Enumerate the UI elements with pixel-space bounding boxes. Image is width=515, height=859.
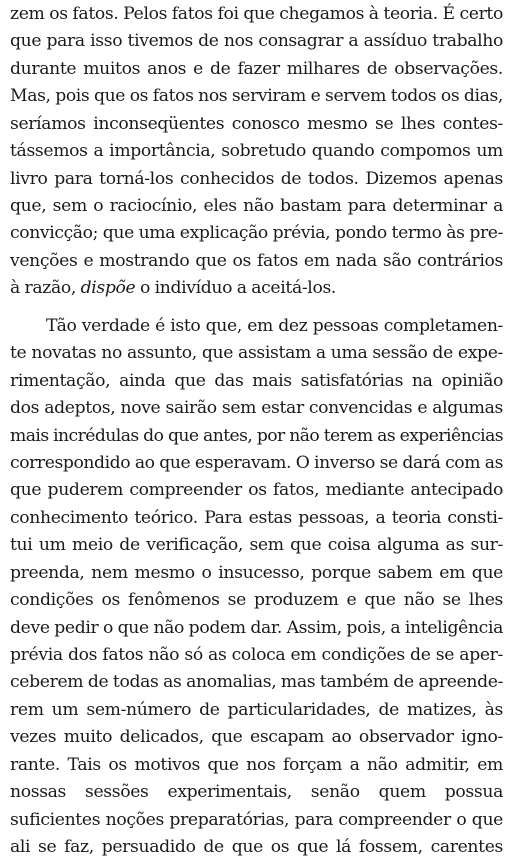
text-line: correspondido ao que esperavam. O inverso se dará com as xyxy=(10,452,503,473)
text-line: Mas, pois que os fatos nos serviram e servem todos os dias, xyxy=(10,86,503,107)
text-line: venções e mostrando que os fatos em nada são contrários xyxy=(10,250,503,271)
text-line: seríamos inconseqüentes conosco mesmo se lhes contes- xyxy=(10,113,503,134)
text-line: que puderem compreender os fatos, mediante antecipado xyxy=(10,480,503,501)
text-line: livro para torná-los conhecidos de todos. Dizemos apenas xyxy=(10,168,503,189)
text-line: conhecimento teórico. Para estas pessoas, a teoria consti- xyxy=(10,507,503,528)
text-line: nossas sessões experimentais, senão quem possua xyxy=(10,782,503,803)
italic-word: dispõe xyxy=(80,278,136,299)
text-line: condições os fenômenos se produzem e que não se lhes xyxy=(10,590,503,611)
text-line: ali se faz, persuadido de que os que lá fossem, carentes xyxy=(10,837,503,857)
text-line: rem um sem-número de particularidades, de matizes, às xyxy=(10,699,503,720)
text-line: tássemos a importância, sobretudo quando compomos um xyxy=(10,141,503,162)
text-line: preenda, nem mesmo o insucesso, porque sabem em que xyxy=(10,562,503,583)
text-line: convicção; que uma explicação prévia, pondo termo às pre- xyxy=(10,223,503,244)
text-line: rimentação, ainda que das mais satisfatórias na opinião xyxy=(10,370,503,391)
text-line: mais incrédulas do que antes, por não terem as experiências xyxy=(10,425,503,446)
text-line: vezes muito delicados, que escapam ao observador igno- xyxy=(10,727,503,748)
text-line: rante. Tais os motivos que nos forçam a não admitir, em xyxy=(10,754,503,775)
text-line: suficientes noções preparatórias, para compreender o que xyxy=(10,809,503,830)
text-segment: à razão, xyxy=(10,278,81,299)
text-line: ceberem de todas as anomalias, mas também de apreende- xyxy=(10,672,504,693)
text-line: prévia dos fatos não só as coloca em condições de se aper- xyxy=(10,644,503,665)
text-line: dos adeptos, nove sairão sem estar convencidas e algumas xyxy=(10,398,503,419)
text-line: zem os fatos. Pelos fatos foi que chegamos à teoria. É certo xyxy=(10,4,503,24)
text-line: que, sem o raciocínio, eles não bastam para determinar a xyxy=(10,196,503,217)
text-line-indented: Tão verdade é isto que, em dez pessoas completamen- xyxy=(46,315,503,336)
text-line: deve pedir o que não podem dar. Assim, pois, a inteligência xyxy=(10,617,503,638)
text-line: durante muitos anos e de fazer milhares de observações. xyxy=(10,58,503,79)
text-line: te novatas no assunto, que assistam a uma sessão de expe- xyxy=(10,343,503,364)
text-segment: o indivíduo a aceitá-los. xyxy=(135,278,337,299)
text-line-last xyxy=(10,276,503,300)
text-line: que para isso tivemos de nos consagrar a assíduo trabalho xyxy=(10,31,503,52)
text-line: tui um meio de verificação, sem que coisa alguma as sur- xyxy=(10,535,503,556)
